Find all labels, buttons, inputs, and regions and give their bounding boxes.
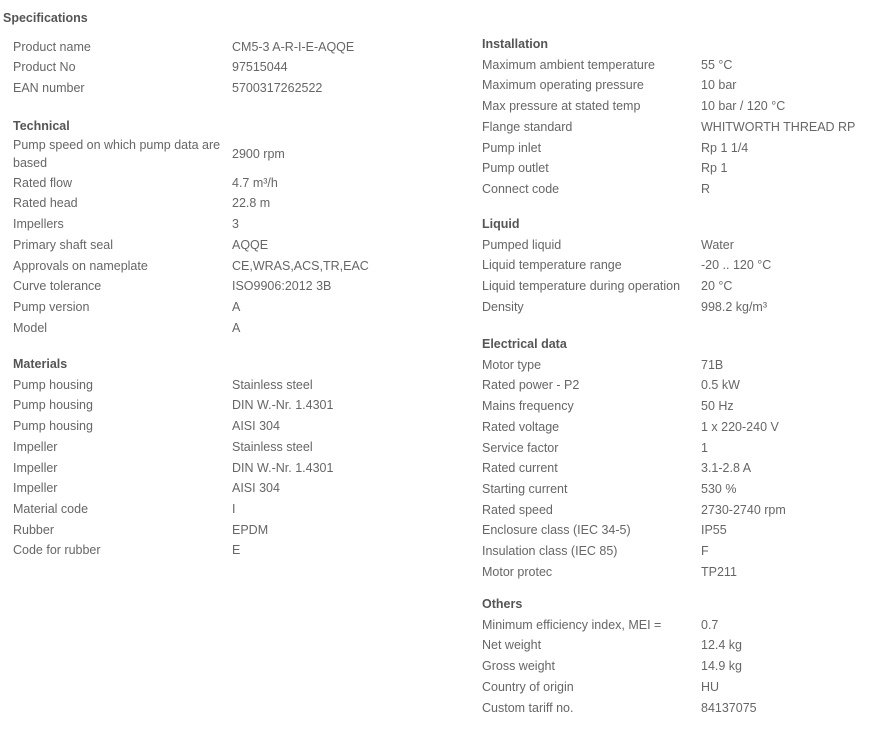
spec-row: [482, 158, 855, 179]
spec-key: Rubber: [13, 522, 54, 537]
spec-value: ISO9906:2012 3B: [232, 279, 332, 294]
spec-key: Maximum operating pressure: [482, 78, 644, 93]
spec-value: -20 .. 120 °C: [701, 258, 772, 273]
section-heading: Installation: [482, 37, 548, 51]
spec-row: [13, 234, 369, 255]
page-title: Specifications: [3, 11, 88, 25]
spec-row: [13, 213, 369, 234]
spec-row: [13, 36, 354, 57]
spec-key: Pump speed on which pump data are based: [13, 138, 221, 170]
spec-value: 22.8 m: [232, 196, 271, 211]
spec-key: EAN number: [13, 81, 85, 96]
spec-value: 0.7: [701, 617, 719, 632]
spec-row: [482, 54, 855, 75]
spec-row: [482, 561, 786, 582]
spec-key: Curve tolerance: [13, 279, 102, 294]
spec-key: Impeller: [13, 460, 58, 475]
spec-value: AISI 304: [232, 481, 280, 496]
spec-value: 71B: [701, 357, 724, 372]
spec-key: Primary shaft seal: [13, 237, 114, 252]
section-electrical: [482, 334, 786, 582]
spec-row: [482, 520, 786, 541]
spec-value: R: [701, 181, 711, 196]
spec-row: [482, 437, 786, 458]
spec-row: [482, 255, 771, 276]
spec-row: [13, 136, 369, 172]
spec-value: F: [701, 544, 709, 559]
spec-row: [482, 499, 786, 520]
spec-value: IP55: [701, 523, 727, 538]
spec-key: Net weight: [482, 638, 542, 653]
spec-key: Flange standard: [482, 119, 573, 134]
spec-key: Maximum ambient temperature: [482, 57, 655, 72]
spec-row: [482, 234, 771, 255]
section-heading: Liquid: [482, 217, 520, 231]
spec-key: Rated power - P2: [482, 378, 580, 393]
spec-key: Connect code: [482, 181, 560, 196]
spec-row: [13, 540, 333, 561]
spec-value: 97515044: [232, 60, 288, 75]
spec-row: [482, 697, 757, 718]
section-heading: Materials: [13, 357, 68, 371]
spec-key: Country of origin: [482, 679, 574, 694]
spec-row: [482, 635, 757, 656]
spec-row: [482, 75, 855, 96]
spec-value: 10 bar / 120 °C: [701, 99, 786, 114]
section-installation: [482, 34, 855, 199]
spec-key: Density: [482, 299, 524, 314]
section-heading: Technical: [13, 119, 70, 133]
spec-value: I: [232, 501, 236, 516]
spec-key: Impellers: [13, 217, 64, 232]
spec-key: Product name: [13, 39, 91, 54]
spec-value: Rp 1: [701, 161, 728, 176]
spec-key: Pump housing: [13, 419, 93, 434]
spec-value: 0.5 kW: [701, 378, 740, 393]
spec-value: Stainless steel: [232, 377, 313, 392]
spec-value: DIN W.-Nr. 1.4301: [232, 460, 334, 475]
spec-value: 1 x 220-240 V: [701, 419, 779, 434]
spec-key: Rated speed: [482, 502, 553, 517]
spec-value: 14.9 kg: [701, 659, 743, 674]
spec-row: [482, 354, 786, 375]
spec-row: [13, 77, 354, 98]
spec-key: Code for rubber: [13, 543, 101, 558]
spec-row: [482, 676, 757, 697]
spec-row: [482, 375, 786, 396]
spec-row: [482, 478, 786, 499]
spec-key: Motor protec: [482, 564, 553, 579]
spec-row: [13, 498, 333, 519]
spec-key: Material code: [13, 501, 89, 516]
spec-value: 2900 rpm: [232, 147, 285, 161]
spec-value: CE,WRAS,ACS,TR,EAC: [232, 258, 369, 273]
spec-value: E: [232, 543, 241, 558]
spec-row: [13, 415, 333, 436]
spec-key: Max pressure at stated temp: [482, 99, 641, 114]
spec-key: Pump outlet: [482, 161, 549, 176]
spec-row: [13, 374, 333, 395]
spec-key: Pump version: [13, 299, 90, 314]
spec-key: Custom tariff no.: [482, 700, 574, 715]
spec-row: [482, 116, 855, 137]
spec-value: Rp 1 1/4: [701, 140, 749, 155]
spec-row: [13, 57, 354, 78]
spec-row: [482, 275, 771, 296]
spec-row: [482, 395, 786, 416]
section-heading: Electrical data: [482, 337, 567, 351]
spec-key: Service factor: [482, 440, 559, 455]
spec-row: [482, 540, 786, 561]
spec-value: Water: [701, 237, 734, 252]
spec-value: CM5-3 A-R-I-E-AQQE: [232, 39, 355, 54]
spec-row: [482, 296, 771, 317]
spec-row: [13, 296, 369, 317]
spec-key: Impeller: [13, 481, 58, 496]
spec-value: 84137075: [701, 700, 757, 715]
spec-row: [482, 416, 786, 437]
spec-value: 55 °C: [701, 57, 733, 72]
spec-value: 3.1-2.8 A: [701, 461, 752, 476]
spec-key: Starting current: [482, 481, 568, 496]
spec-value: TP211: [701, 564, 737, 579]
spec-key: Liquid temperature range: [482, 258, 622, 273]
spec-value: 5700317262522: [232, 81, 323, 96]
spec-value: 2730-2740 rpm: [701, 502, 786, 517]
spec-row: [482, 614, 757, 635]
spec-value: DIN W.-Nr. 1.4301: [232, 398, 334, 413]
section-product: [13, 36, 354, 98]
spec-row: [482, 137, 855, 158]
spec-key: Rated current: [482, 461, 558, 476]
spec-key: Impeller: [13, 439, 58, 454]
spec-row: [13, 436, 333, 457]
spec-row: [482, 178, 855, 199]
spec-value: 12.4 kg: [701, 638, 743, 653]
spec-row: [13, 193, 369, 214]
spec-key: Liquid temperature during operation: [482, 279, 681, 294]
section-others: [482, 594, 757, 718]
spec-value: AISI 304: [232, 419, 280, 434]
spec-value: A: [232, 299, 241, 314]
spec-key: Pump housing: [13, 398, 93, 413]
spec-key: Rated voltage: [482, 419, 560, 434]
section-liquid: [482, 214, 771, 317]
spec-key: Gross weight: [482, 659, 555, 674]
spec-key: Motor type: [482, 357, 542, 372]
spec-value: WHITWORTH THREAD RP: [701, 119, 856, 134]
section-materials: [13, 354, 333, 560]
spec-value: 10 bar: [701, 78, 737, 93]
spec-value: 4.7 m³/h: [232, 175, 278, 190]
spec-value: A: [232, 320, 241, 335]
section-heading: Others: [482, 597, 523, 611]
spec-key: Approvals on nameplate: [13, 258, 148, 273]
spec-value: 530 %: [701, 481, 737, 496]
section-technical: [13, 116, 369, 338]
spec-key: Insulation class (IEC 85): [482, 544, 618, 559]
spec-value: 3: [232, 217, 239, 232]
spec-key: Pump housing: [13, 377, 93, 392]
spec-value: AQQE: [232, 237, 269, 252]
spec-row: [482, 655, 757, 676]
spec-value: Stainless steel: [232, 439, 313, 454]
spec-row: [482, 458, 786, 479]
spec-row: [13, 519, 333, 540]
spec-key: Model: [13, 320, 48, 335]
spec-value: 998.2 kg/m³: [701, 299, 768, 314]
spec-row: [13, 457, 333, 478]
spec-key: Minimum efficiency index, MEI =: [482, 617, 662, 632]
spec-row: [13, 478, 333, 499]
spec-key: Enclosure class (IEC 34-5): [482, 523, 631, 538]
spec-value: EPDM: [232, 522, 269, 537]
spec-key: Pumped liquid: [482, 237, 562, 252]
spec-value: 1: [701, 440, 708, 455]
spec-key: Rated head: [13, 196, 78, 211]
spec-key: Rated flow: [13, 175, 73, 190]
spec-value: 20 °C: [701, 279, 733, 294]
spec-key: Product No: [13, 60, 76, 75]
spec-value: 50 Hz: [701, 399, 734, 414]
spec-row: [13, 255, 369, 276]
spec-row: [13, 395, 333, 416]
spec-key: Pump inlet: [482, 140, 542, 155]
spec-row: [13, 276, 369, 297]
spec-value: HU: [701, 679, 720, 694]
spec-row: [13, 317, 369, 338]
spec-row: [482, 95, 855, 116]
spec-row: [13, 172, 369, 193]
spec-key: Mains frequency: [482, 399, 574, 414]
